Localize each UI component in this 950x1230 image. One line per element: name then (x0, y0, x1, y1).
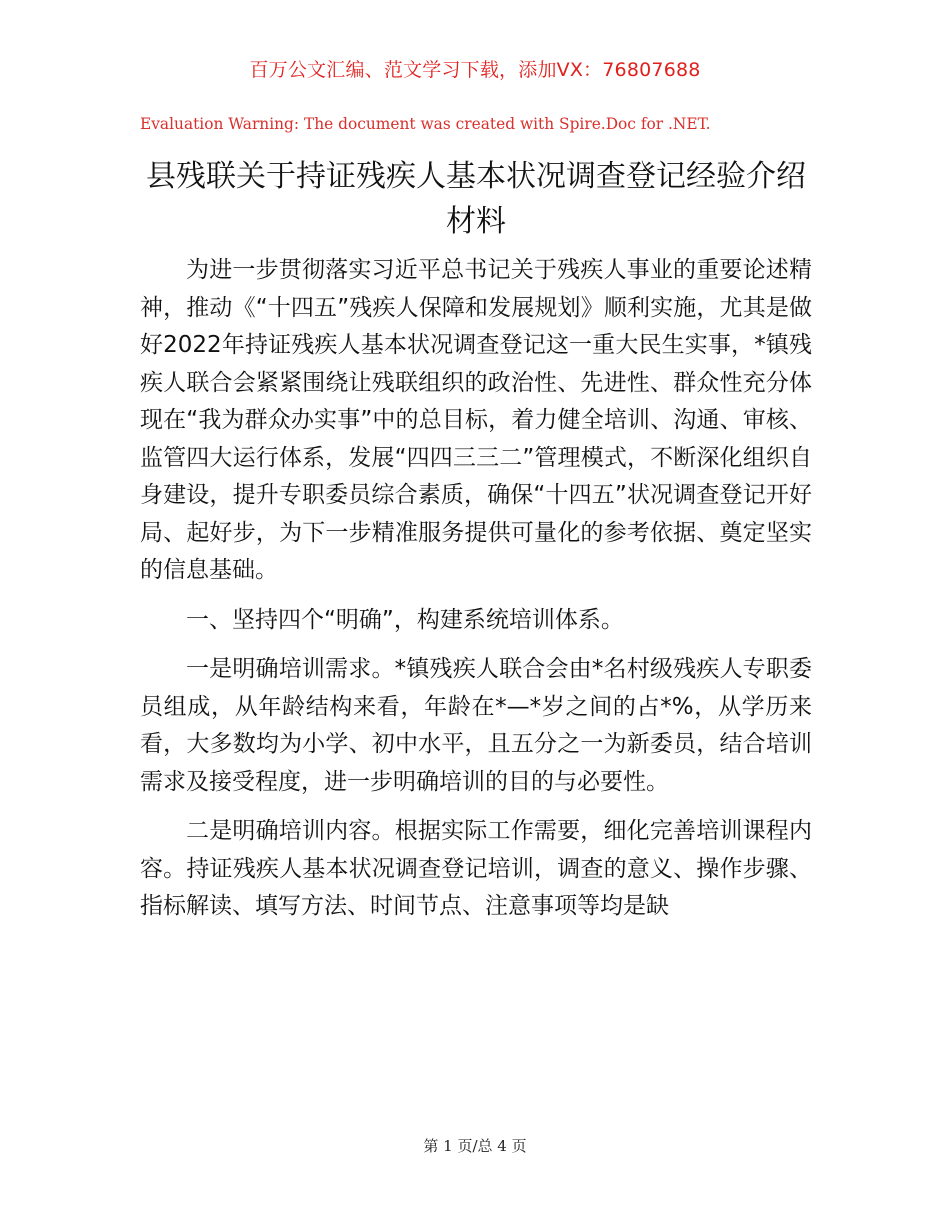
evaluation-warning: Evaluation Warning: The document was created with Spire.Doc for .NET. (140, 115, 711, 133)
paragraph-training-needs: 一是明确培训需求。*镇残疾人联合会由*名村级残疾人专职委员组成，从年龄结构来看，年龄在*—*岁之间的占*%，从学历来看，大多数均为小学、初中水平，且五分之一为新委员，结合培训需求及接受程度，进一步明确培训的目的与必要性。 (140, 656, 812, 795)
document-body (140, 252, 812, 938)
paragraph-intro: 为进一步贯彻落实习近平总书记关于残疾人事业的重要论述精神，推动《“十四五”残疾人保障和发展规划》顺利实施，尤其是做好2022年持证残疾人基本状况调查登记这一重大民生实事，*镇残疾人联合会紧紧围绕让残联组织的政治性、先进性、群众性充分体现在“我为群众办实事”中的总目标，着力健全培训、沟通、审核、监管四大运行体系，发展“四四三三二”管理模式，不断深化组织自身建设，提升专职委员综合素质，确保“十四五”状况调查登记开好局、起好步，为下一步精准服务提供可量化的参考依据、奠定坚实的信息基础。 (140, 257, 812, 583)
paragraph-training-content: 二是明确培训内容。根据实际工作需要，细化完善培训课程内容。持证残疾人基本状况调查登记培训，调查的意义、操作步骤、指标解读、填写方法、时间节点、注意事项等均是缺 (140, 818, 812, 919)
header-banner: 百万公文汇编、范文学习下载，添加VX：76807688 (249, 59, 701, 81)
section-heading-1: 一、坚持四个“明确”，构建系统培训体系。 (186, 606, 624, 633)
page-indicator: 第 1 页/总 4 页 (423, 1137, 527, 1155)
document-title: 县残联关于持证残疾人基本状况调查登记经验介绍材料 (146, 159, 806, 239)
